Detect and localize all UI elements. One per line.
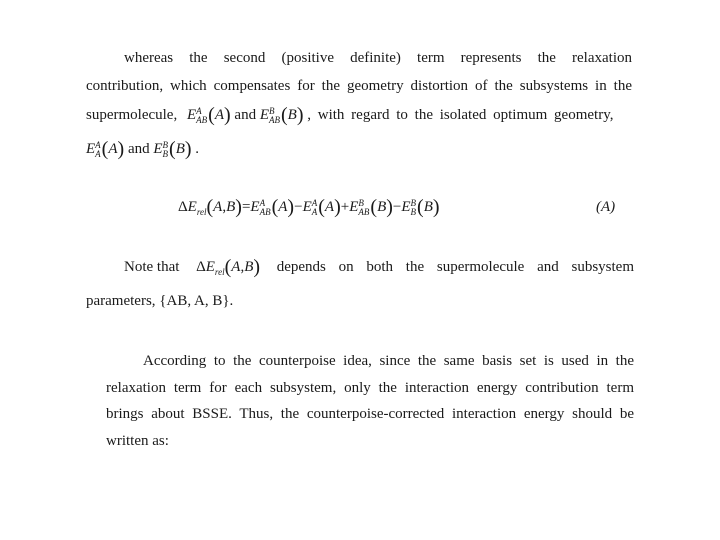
text-supermolecule: supermolecule, <box>86 107 178 123</box>
text-and-1: and <box>234 107 257 123</box>
paragraph3-line4: written as: <box>106 433 169 449</box>
text-note-that: Note that <box>124 259 180 275</box>
formula-delta-e-rel: $\Delta E_{rel}(A,B)$ <box>196 256 261 278</box>
paragraph1-line4 <box>86 140 199 159</box>
formula-e-a-a-of-a: E A A (A) <box>86 138 125 160</box>
paragraph1-line1: whereas the second (positive definite) term represents the relaxation <box>124 50 632 66</box>
paragraph1-line2: contribution, which compensates for the geometry distortion of the subsystems in the <box>86 78 632 94</box>
text-period: . <box>195 141 200 157</box>
formula-e-ab-a-of-a: E A AB (A) <box>186 104 231 126</box>
text-and-2: and <box>127 141 150 157</box>
paragraph3-line2: relaxation term for each subsystem, only the interaction energy contribution term <box>106 380 634 396</box>
equation-label: (A) <box>596 199 616 215</box>
paragraph1-line3 <box>86 106 634 125</box>
text-depends-on: depends on both the supermolecule and subsystem <box>276 259 634 275</box>
paragraph3-line3: brings about BSSE. Thus, the counterpoise-corrected interaction energy should be <box>106 406 634 422</box>
paragraph2-line2: parameters, {AB, A, B}. <box>86 293 234 309</box>
paragraph3-line1: According to the counterpoise idea, since the same basis set is used in the <box>143 353 634 369</box>
text-with-regard: , with regard to the isolated optimum geometry, <box>307 107 614 123</box>
formula-e-ab-b-of-b: E B AB (B) <box>259 104 304 126</box>
equation-relaxation-energy: $\Delta E_{rel}(A,B)=E$ A AB (A)−E A A (A)+E B AB (B)−E B B (B) <box>178 196 440 218</box>
formula-e-b-b-of-b: E B B (B) <box>153 138 192 160</box>
paragraph2-line1 <box>124 258 634 277</box>
